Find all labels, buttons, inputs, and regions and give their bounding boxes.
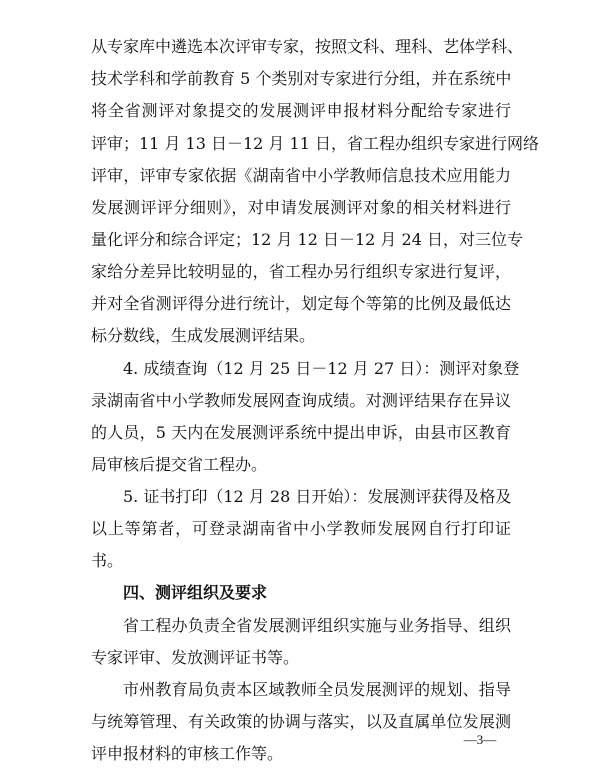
text-line: 标分数线，生成发展测评结果。: [91, 326, 316, 345]
text-line: 录湖南省中小学教师发展网查询成绩。对测评结果存在异议: [91, 391, 511, 410]
text-line: 评审，评审专家依据《湖南省中小学教师信息技术应用能力: [91, 166, 511, 185]
text-line: 以上等第者，可登录湖南省中小学教师发展网自行打印证: [91, 519, 511, 538]
text-line: 的人员，5 天内在发展测评系统中提出申诉，由县市区教育: [91, 423, 511, 442]
text-line: 将全省测评对象提交的发展测评申报材料分配给专家进行: [91, 101, 511, 120]
text-line: 评审；11 月 13 日－12 月 11 日，省工程办组织专家进行网络: [91, 134, 539, 153]
page-number: —3—: [463, 732, 497, 747]
text-line: 家给分差异比较明显的，省工程办另行组织专家进行复评，: [91, 262, 511, 281]
section-item-score-query: 4. 成绩查询（12 月 25 日－12 月 27 日）：测评对象登: [123, 359, 520, 378]
text-line: 从专家库中遴选本次评审专家，按照文科、理科、艺体学科、: [91, 37, 524, 56]
text-line: 技术学科和学前教育 5 个类别对专家进行分组，并在系统中: [91, 69, 512, 88]
text-line: 局审核后提交省工程办。: [91, 455, 268, 474]
section-item-certificate-print: 5. 证书打印（12 月 28 日开始）：发展测评获得及格及: [123, 487, 512, 506]
text-line: 并对全省测评得分进行统计，划定每个等第的比例及最低达: [91, 294, 511, 313]
text-line: 发展测评评分细则》，对申请发展测评对象的相关材料进行: [91, 198, 511, 217]
text-line: 与统筹管理、有关政策的协调与落实，以及直属单位发展测: [91, 712, 511, 731]
paragraph-first-line: 市州教育局负责本区域教师全员发展测评的规划、指导: [123, 680, 511, 699]
text-line: 评申报材料的审核工作等。: [91, 744, 284, 763]
section-heading: 四、测评组织及要求: [123, 583, 268, 602]
text-line: 专家评审、发放测评证书等。: [91, 648, 300, 667]
text-line: 量化评分和综合评定；12 月 12 日－12 月 24 日，对三位专: [91, 230, 523, 249]
paragraph-first-line: 省工程办负责全省发展测评组织实施与业务指导、组织: [123, 616, 511, 635]
text-line: 书。: [91, 551, 124, 570]
